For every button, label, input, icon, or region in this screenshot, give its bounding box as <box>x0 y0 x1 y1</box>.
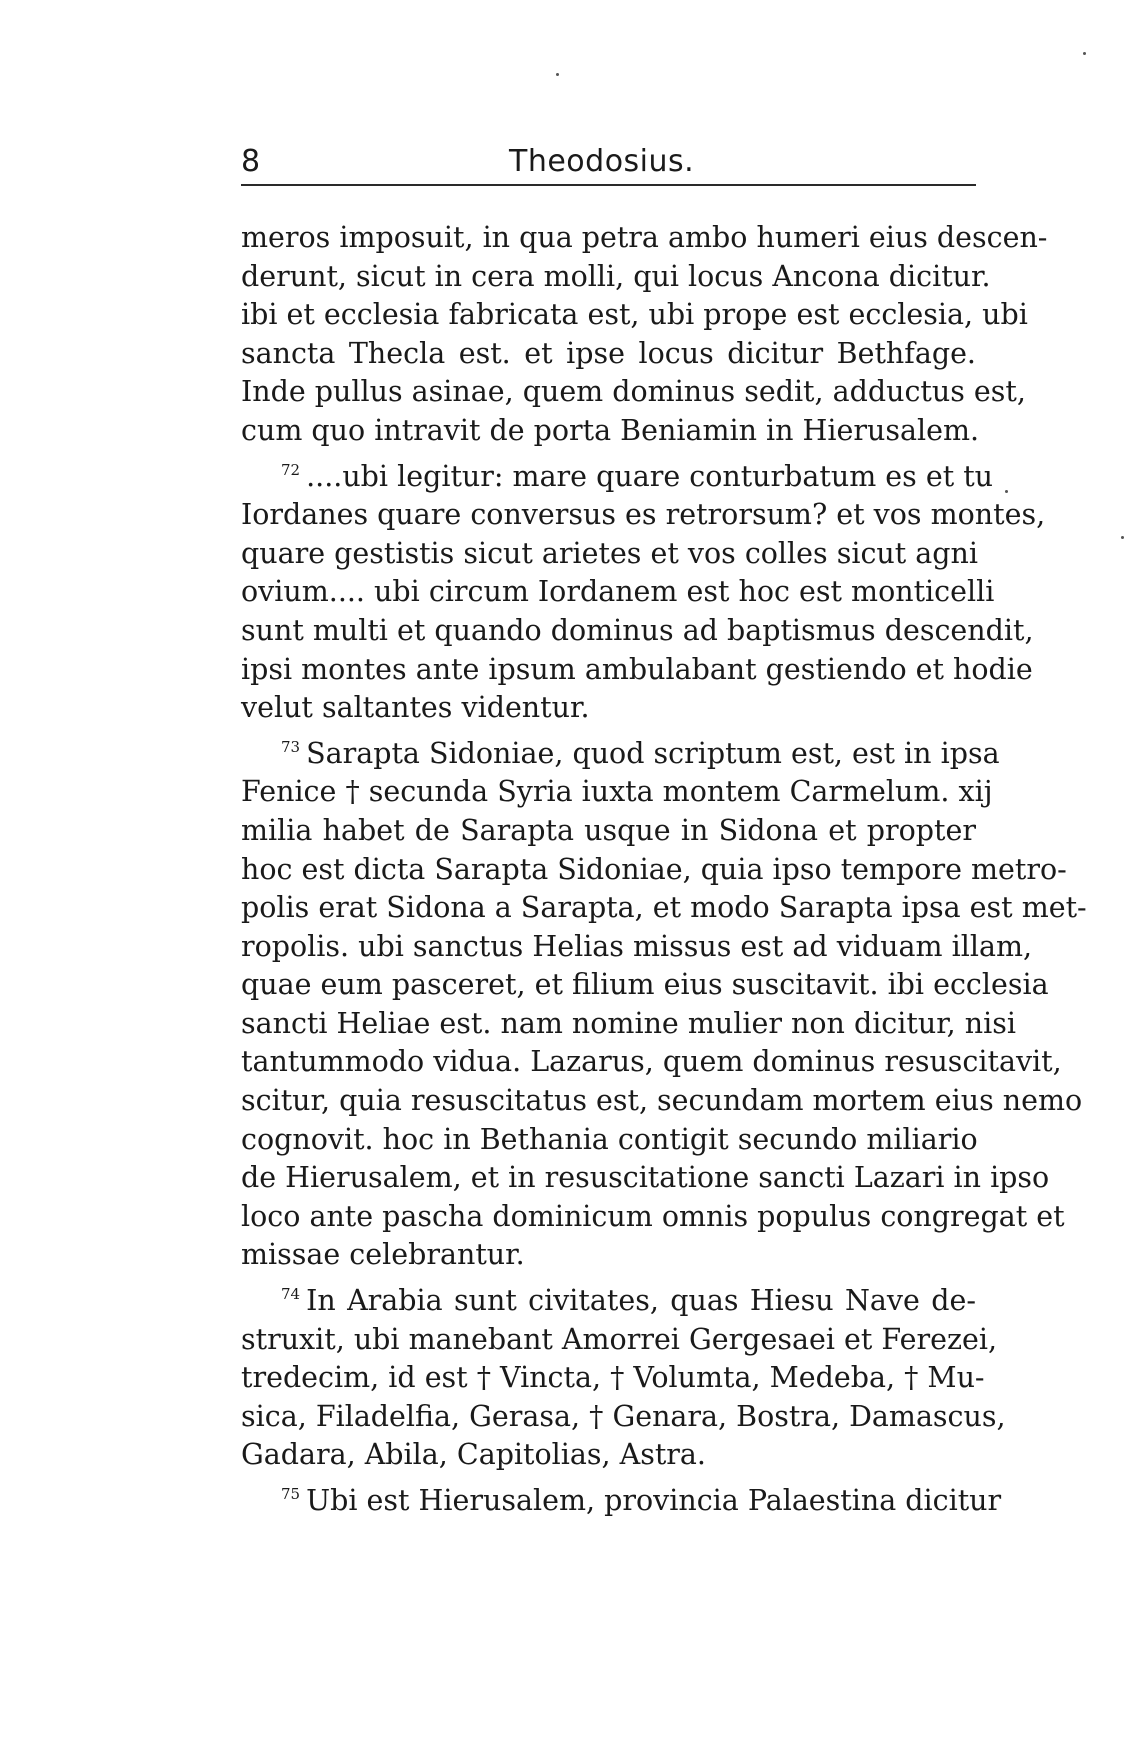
text-line: Inde pullus asinae, quem dominus sedit, adductus est, <box>241 375 1026 409</box>
paragraph-72 <box>241 451 1046 728</box>
text-line: ovium.... ubi circum Iordanem est hoc est monticelli <box>241 575 995 609</box>
text-line: tredecim, id est † Vincta, † Volumta, Medeba, † Mu- <box>241 1361 985 1395</box>
text-line-first <box>241 1475 1002 1521</box>
page-header <box>241 140 976 186</box>
paragraph-continuation <box>241 219 1048 451</box>
section-number: 72 <box>281 460 301 479</box>
text-line: loco ante pascha dominicum omnis populus congregat et <box>241 1199 1065 1233</box>
running-title: Theodosius. <box>509 144 695 179</box>
text-line-first <box>241 728 1000 774</box>
page-number: 8 <box>241 144 261 179</box>
text-line: milia habet de Sarapta usque in Sidona et propter <box>241 813 976 847</box>
text-line: sancta Thecla est. et ipse locus dicitur Bethfage. <box>241 336 976 370</box>
text-line: Gadara, Abila, Capitolias, Astra. <box>241 1438 706 1472</box>
text-line: velut saltantes videntur. <box>241 691 590 725</box>
section-number: 74 <box>281 1285 301 1304</box>
text-line: ropolis. ubi sanctus Helias missus est ad viduam illam, <box>241 929 1033 963</box>
section-number: 73 <box>281 737 301 756</box>
text-line: Iordanes quare conversus es retrorsum? et vos montes, <box>241 498 1046 532</box>
text-line: cognovit. hoc in Bethania contigit secundo miliario <box>241 1122 978 1156</box>
text-line: derunt, sicut in cera molli, qui locus Ancona dicitur. <box>241 259 991 293</box>
text-line: tantummodo vidua. Lazarus, quem dominus resuscitavit, <box>241 1045 1062 1079</box>
scan-speck <box>1121 536 1124 539</box>
text-line: polis erat Sidona a Sarapta, et modo Sarapta ipsa est met- <box>241 891 1087 925</box>
text-line: meros imposuit, in qua petra ambo humeri eius descen- <box>241 221 1048 254</box>
text-line: sancti Heliae est. nam nomine mulier non dicitur, nisi <box>241 1006 1017 1040</box>
paragraph-75 <box>241 1475 1002 1521</box>
text-line: quare gestistis sicut arietes et vos colles sicut agni <box>241 536 978 570</box>
text-line: missae celebrantur. <box>241 1238 525 1272</box>
text-line: scitur, quia resuscitatus est, secundam mortem eius nemo <box>241 1084 1083 1118</box>
text-line: In Arabia sunt civitates, quas Hiesu Nave de- <box>306 1284 976 1318</box>
text-line: Ubi est Hierusalem, provincia Palaestina dicitur <box>306 1484 1002 1517</box>
scan-speck <box>556 73 559 76</box>
text-line: quae eum pasceret, et filium eius suscitavit. ibi ecclesia <box>241 968 1049 1002</box>
text-line: struxit, ubi manebant Amorrei Gergesaei et Ferezei, <box>241 1322 998 1356</box>
scan-speck <box>1005 490 1008 493</box>
paragraph-73 <box>241 728 1087 1275</box>
main-text <box>241 219 1087 1521</box>
text-line: hoc est dicta Sarapta Sidoniae, quia ipso tempore metro- <box>241 852 1067 886</box>
text-line: sunt multi et quando dominus ad baptismus descendit, <box>241 613 1034 647</box>
text-line-first <box>241 1275 976 1321</box>
paragraph-74 <box>241 1275 1006 1475</box>
text-line: sica, Filadelfia, Gerasa, † Genara, Bostra, Damascus, <box>241 1399 1006 1433</box>
text-line-first <box>241 451 994 497</box>
text-line: ....ubi legitur: mare quare conturbatum es et tu <box>306 459 994 493</box>
text-line: Sarapta Sidoniae, quod scriptum est, est in ipsa <box>306 736 1000 770</box>
text-line: cum quo intravit de porta Beniamin in Hierusalem. <box>241 413 980 447</box>
text-line: de Hierusalem, et in resuscitatione sancti Lazari in ipso <box>241 1161 1050 1195</box>
section-number: 75 <box>281 1485 301 1503</box>
text-line: ibi et ecclesia fabricata est, ubi prope est ecclesia, ubi <box>241 298 1028 332</box>
text-line: Fenice † secunda Syria iuxta montem Carmelum. xij <box>241 775 993 809</box>
scan-speck <box>1083 52 1086 55</box>
text-line: ipsi montes ante ipsum ambulabant gestiendo et hodie <box>241 652 1033 686</box>
